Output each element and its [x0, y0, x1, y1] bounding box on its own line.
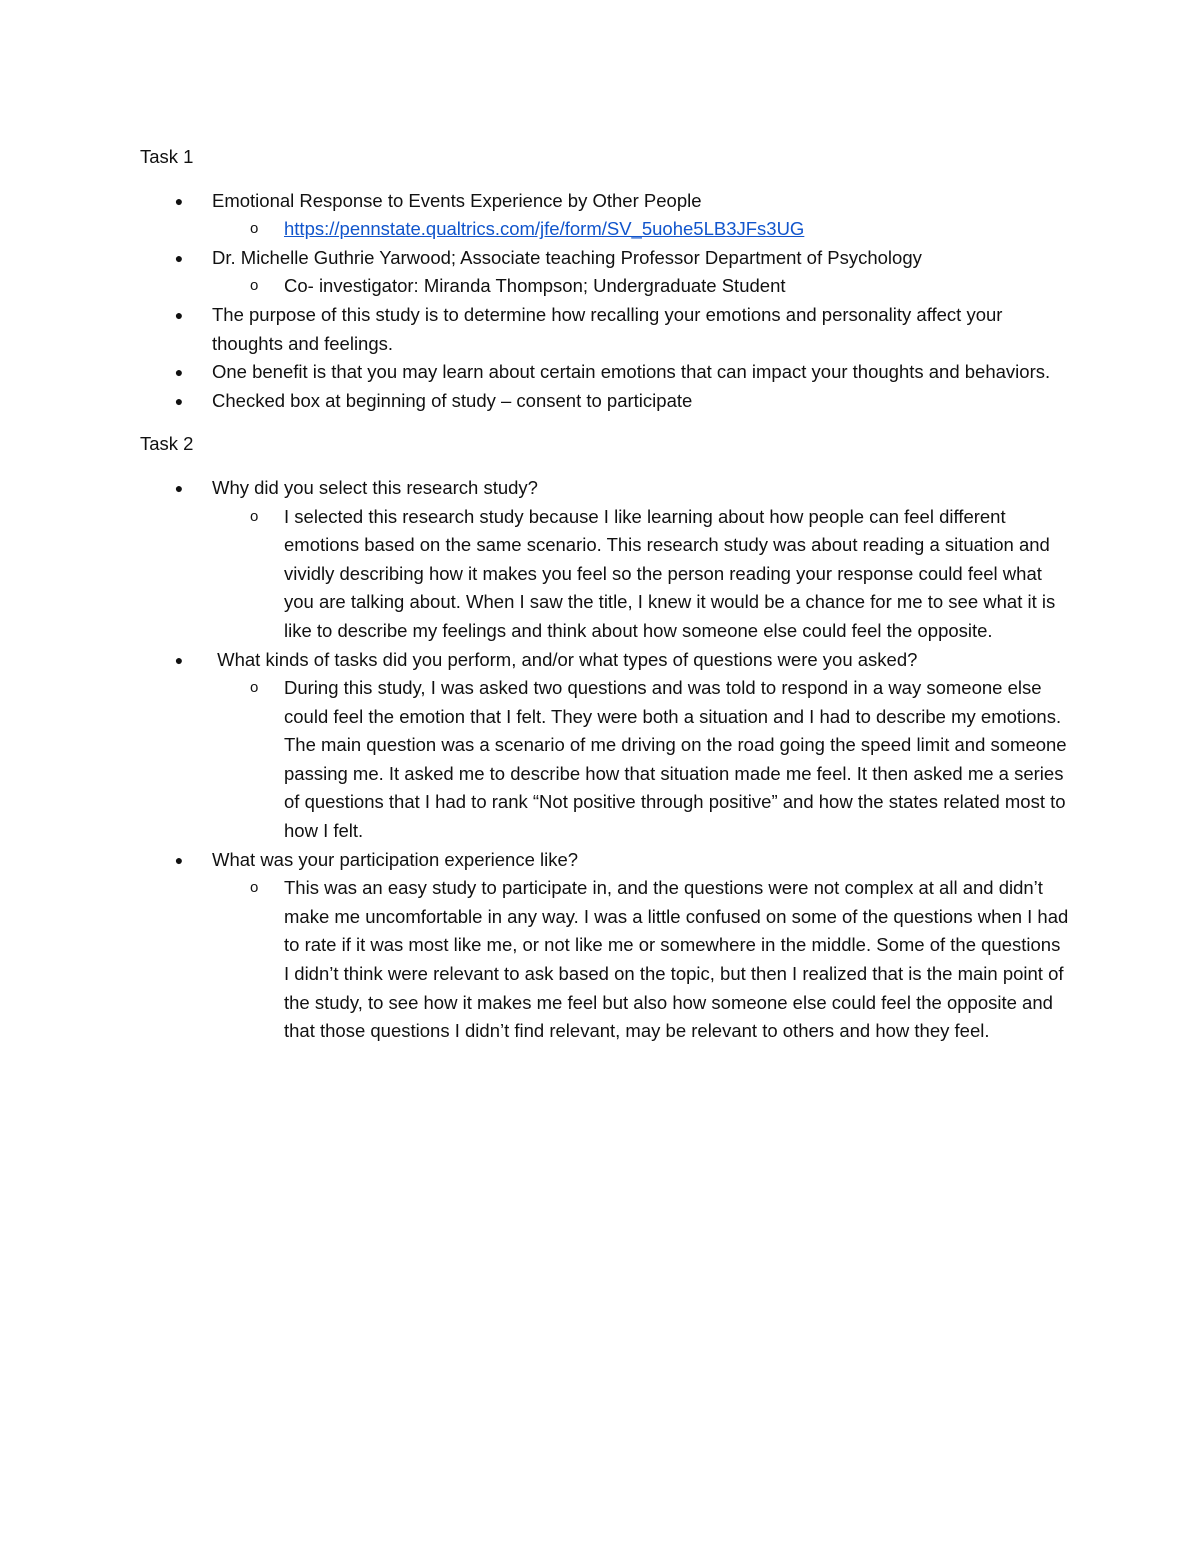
bullet-icon: ●	[174, 651, 184, 668]
task2-item-experience	[140, 846, 1070, 1046]
task1-item-purpose	[140, 301, 1070, 358]
task1-subitem-text: Co- investigator: Miranda Thompson; Undergraduate Student	[284, 275, 786, 297]
task2-heading: Task 2	[140, 433, 194, 455]
circle-bullet-icon: o	[250, 277, 259, 295]
circle-bullet-icon: o	[250, 679, 259, 697]
task1-heading: Task 1	[140, 146, 194, 167]
task1-item-text: Emotional Response to Events Experience by Other People	[212, 189, 702, 211]
task1-item-text: The purpose of this study is to determine how recalling your emotions and personality affect your thoughts and feelings.	[212, 303, 1003, 354]
task2-question: What kinds of tasks did you perform, and/or what types of questions were you asked?	[212, 648, 918, 670]
bullet-icon: ●	[174, 249, 184, 266]
task1-subitem-study-link	[212, 215, 1070, 244]
task2-answer	[212, 874, 1070, 1046]
task1-item-benefit	[140, 358, 1070, 387]
bullet-icon: ●	[174, 392, 184, 409]
task1-item-text: One benefit is that you may learn about certain emotions that can impact your thoughts and behaviors.	[212, 361, 1051, 383]
task2-answer	[212, 503, 1070, 646]
task1-list	[140, 187, 1070, 416]
task1-item-text: Checked box at beginning of study – consent to participate	[212, 389, 693, 411]
circle-bullet-icon: o	[250, 220, 259, 238]
task2-question: What was your participation experience like?	[212, 848, 579, 870]
task2-answer-text: This was an easy study to participate in, and the questions were not complex at all and didn’t make me uncomfortable in any way. I was a little confused on some of the questions when I had to rate if it was most like me, or not like me or somewhere in the middle. Some of the questions I didn’t think were relevant to ask based on the topic, but then I realized that is the main point of the study, to see how it makes me feel but also how someone else could feel the opposite and that those questions I didn’t find relevant, may be relevant to others and how they feel.	[284, 877, 1069, 1042]
task1-item-consent	[140, 387, 1070, 416]
circle-bullet-icon: o	[250, 879, 259, 897]
task2-answer-text: During this study, I was asked two questions and was told to respond in a way someone else could feel the emotion that I felt. They were both a situation and I had to describe my emotions. The main question was a scenario of me driving on the road going the speed limit and someone passing me. It asked me to describe how that situation made me feel. It then asked me a series of questions that I had to rank “Not positive through positive” and how the states related most to how I felt.	[284, 677, 1067, 842]
task2-answer	[212, 674, 1070, 846]
study-link[interactable]: https://pennstate.qualtrics.com/jfe/form/SV_5uohe5LB3JFs3UG	[284, 218, 805, 240]
task1-subitem-co-investigator	[212, 272, 1070, 301]
circle-bullet-icon: o	[250, 507, 259, 525]
task2-question: Why did you select this research study?	[212, 476, 538, 498]
task2-answer-text: I selected this research study because I like learning about how people can feel different emotions based on the same scenario. This research study was about reading a situation and vividly describing how it makes you feel so the person reading your response could feel what you are talking about. When I saw the title, I knew it would be a chance for me to see what it is like to describe my feelings and think about how someone else could feel the opposite.	[284, 505, 1056, 641]
bullet-icon: ●	[174, 306, 184, 323]
bullet-icon: ●	[174, 364, 184, 381]
task2-list	[140, 474, 1070, 1046]
task2-item-why-selected	[140, 474, 1070, 646]
bullet-icon: ●	[174, 851, 184, 868]
document-body	[140, 143, 1070, 1046]
task2-item-tasks-performed	[140, 646, 1070, 846]
bullet-icon: ●	[174, 479, 184, 496]
task1-item-text: Dr. Michelle Guthrie Yarwood; Associate teaching Professor Department of Psychology	[212, 246, 922, 268]
task1-item-study-title	[140, 187, 1070, 244]
task1-item-investigator	[140, 244, 1070, 301]
bullet-icon: ●	[174, 192, 184, 209]
